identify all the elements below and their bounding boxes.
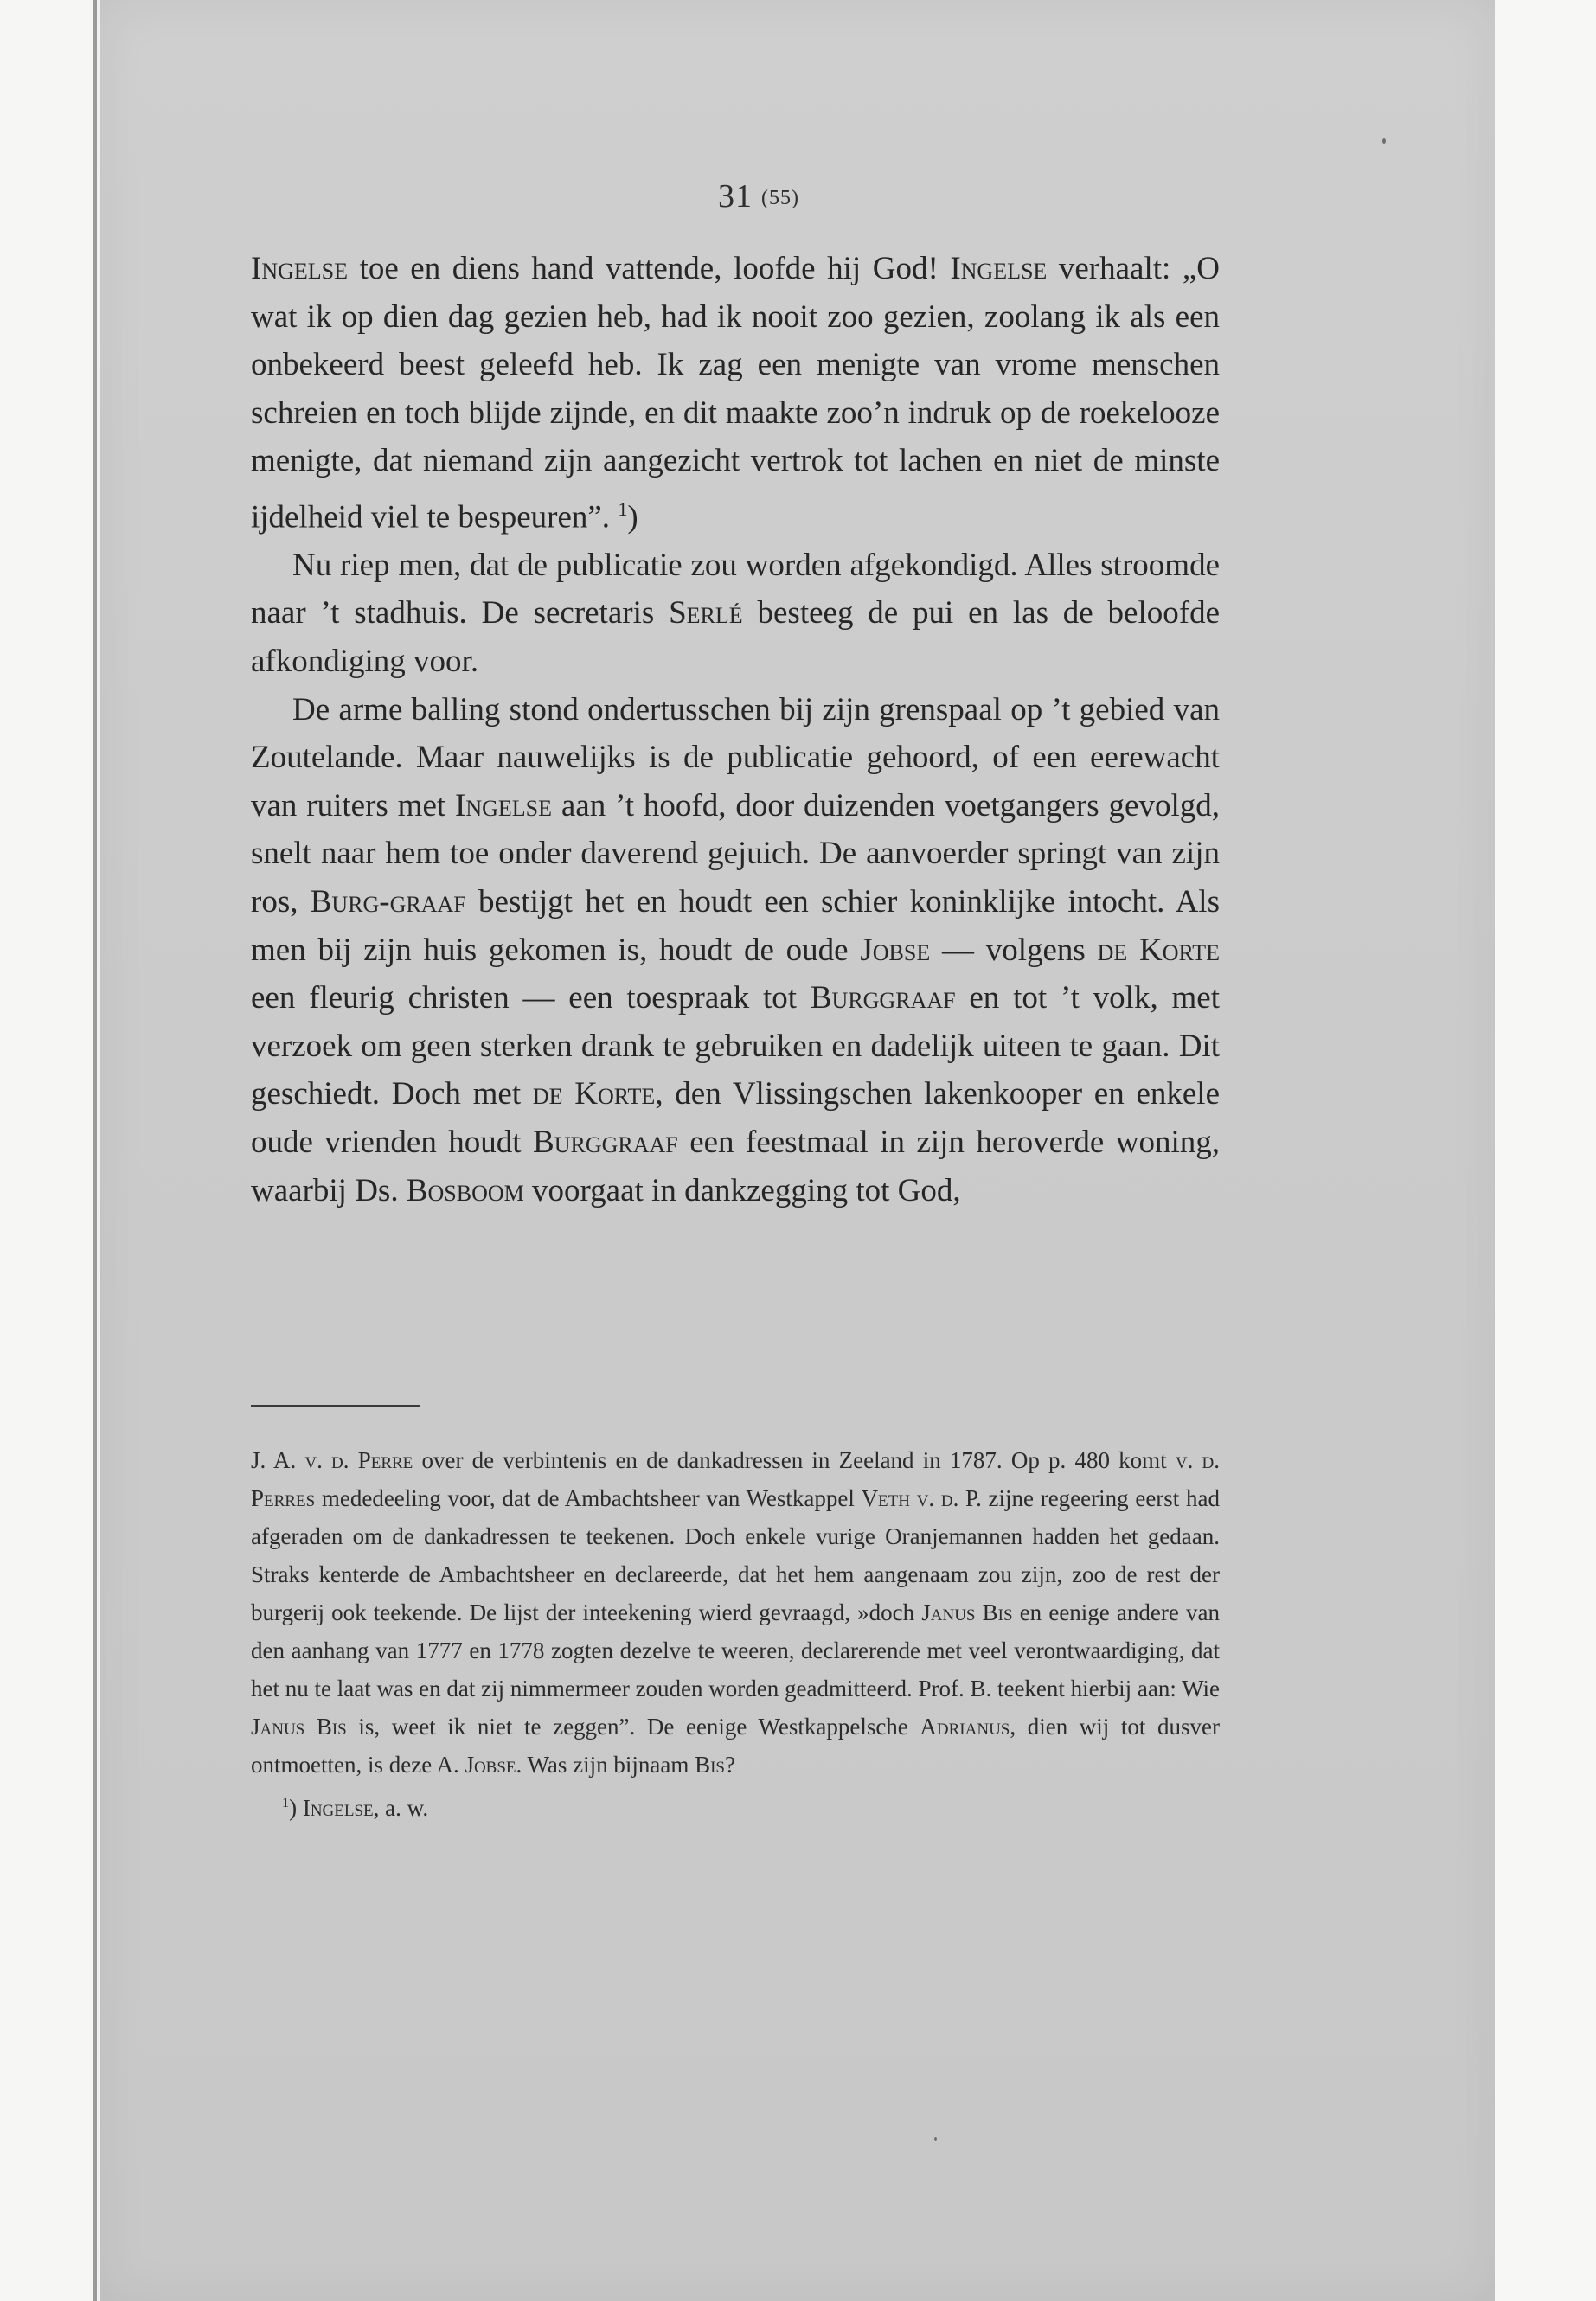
text-run: ) [627,499,638,535]
text-run: ) [289,1795,303,1821]
name-small-caps: Ingelse [950,251,1048,286]
text-run: zijne regeering eerst had afgeraden om de dankadressen te teekenen. Doch enkele vurige Oranjemannen hadden het gedaan. Straks kenterde de Ambachtsheer en declareerde, dat het hem aangenaam zou zijn, zoo de rest der burgerij ook teekende. De lijst der inteekening wierd gevraagd, »doch [251,1485,1220,1625]
text-run: . Was zijn bijnaam [516,1752,695,1778]
name-small-caps: Burggraaf [533,1125,678,1161]
scan-speck [934,2137,937,2141]
footnotes [251,1441,1220,1827]
name-small-caps: Adrianus [920,1714,1010,1740]
name-small-caps: Ingelse [251,251,348,286]
footnote-rule [251,1405,420,1407]
name-small-caps: Bis [695,1752,725,1778]
name-small-caps: Veth v. d. P. [861,1485,982,1511]
footnote-marker: 1 [618,497,628,520]
page-number: 31 [718,178,753,215]
page-header [718,177,799,215]
footnote-marker: 1 [282,1795,290,1811]
name-small-caps: Janus Bis [251,1714,347,1740]
paragraph-2 [251,542,1220,686]
text-run: De arme balling stond ondertusschen bij zijn grenspaal op ’t gebied van Zoutelande. Maar nauwelijks is de publicatie gehoord, of een eerewacht van ruiters met [251,691,1220,824]
text-run: ? [724,1752,735,1778]
name-small-caps: Ingelse [455,787,553,824]
paragraph-3 [251,686,1220,1215]
name-small-caps: de Korte [1097,932,1221,968]
text-run: en tot ’t volk, met verzoek om geen sterken drank te gebruiken en dadelijk uiteen te gaan. Dit geschiedt. Doch met [251,980,1220,1112]
text-run: en eenige andere van den aanhang van 1777 en 1778 zogten dezelve te weeren, declarerende met veel verontwaardiging, dat het nu te laat was en dat zij nimmermeer zouden worden geadmitteerd. Prof. B. teekent hierbij aan: Wie [251,1599,1221,1702]
name-small-caps: Jobse [465,1752,516,1778]
text-run: is, weet ik niet te zeggen”. De eenige Westkappelsche [346,1714,920,1740]
text-run: een fleurig christen — een toespraak tot [251,980,811,1016]
main-text [251,245,1220,1215]
name-small-caps: Bosboom [406,1172,524,1208]
name-small-caps: Burg-graaf [310,884,466,920]
text-run: een feestmaal in zijn heroverde woning, waarbij Ds. [251,1125,1221,1208]
text-run: , den Vlissingschen lakenkooper en enkele oude vrienden houdt [251,1076,1220,1161]
scan-margin-left [0,0,97,2301]
text-run: , dien wij tot dusver ontmoetten, is deze A. [251,1714,1221,1778]
name-small-caps: Jobse [860,932,931,968]
name-small-caps: Burggraaf [810,980,956,1016]
text-run: Nu riep men, dat de publicatie zou worden afgekondigd. Alles stroomde naar ’t stadhuis. De secretaris [251,547,1220,631]
footnote-1 [251,1784,1220,1827]
paragraph-1 [251,245,1220,542]
text-run: toe en diens hand vattende, loofde hij God! [347,251,951,286]
text-run: verhaalt: „O wat ik op dien dag gezien heb, had ik nooit zoo gezien, zoolang ik als een onbekeerd beest geleefd heb. Ik zag een menigte van vrome menschen schreien en toch blijde zijnde, en dit maakte zoo’n indruk op de roekelooze menigte, dat niemand zijn aangezicht vertrok tot lachen en niet de minste ijdelheid viel te bespeuren”. [251,251,1220,535]
text-run: mededeeling voor, dat de Ambachtsheer van Westkappel [315,1485,862,1511]
scan-speck [1382,138,1386,144]
text-run: aan ’t hoofd, door duizenden voetgangers gevolgd, snelt naar hem toe onder daverend gejuich. De aanvoerder springt van zijn ros, [251,787,1221,920]
name-small-caps: J. A. v. d. Perre [251,1447,413,1473]
text-run: besteeg de pui en las de beloofde afkondiging voor. [251,595,1220,680]
name-small-caps: Serlé [669,595,743,631]
text-run: bestijgt het en houdt een schier koninklijke intocht. Als men bij zijn huis gekomen is, houdt de oude [251,884,1220,968]
bracket-page-number: (55) [761,187,799,209]
scan-margin-right [1495,0,1596,2301]
name-small-caps: Janus Bis [921,1599,1013,1625]
footnote-continuation [251,1441,1220,1784]
name-small-caps: Ingelse [302,1795,374,1821]
name-small-caps: v. d. Perres [251,1447,1220,1511]
text-run: voorgaat in dankzegging tot God, [523,1172,961,1208]
text-run: , a. w. [373,1795,429,1821]
text-run: over de verbintenis en de dankadressen in Zeeland in 1787. Op p. 480 komt [413,1447,1176,1473]
name-small-caps: de Korte [532,1076,656,1112]
text-run: — volgens [930,932,1098,968]
